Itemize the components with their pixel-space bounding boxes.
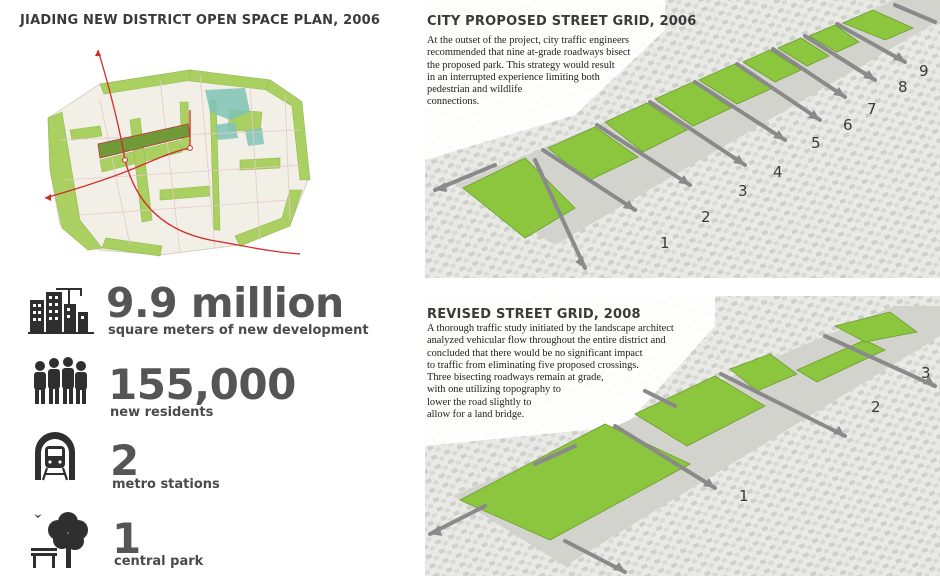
proposed-road-label-9: 9 <box>919 62 929 80</box>
revised-road-label-1: 1 <box>739 487 749 505</box>
metro-train-icon <box>32 430 78 482</box>
revised-road-label-2: 2 <box>871 398 881 416</box>
stat-development-value: 9.9 million <box>106 279 344 327</box>
proposed-road-label-2: 2 <box>701 208 711 226</box>
revised-road-label-3: 3 <box>921 364 931 382</box>
proposed-road-label-5: 5 <box>811 134 821 152</box>
people-group-icon <box>30 356 90 406</box>
stat-development-label: square meters of new development <box>108 323 369 338</box>
revised-title: REVISED STREET GRID, 2008 <box>427 307 641 322</box>
proposed-road-label-6: 6 <box>843 116 853 134</box>
buildings-crane-icon <box>28 286 94 334</box>
tree-bench-icon <box>28 508 94 570</box>
proposed-road-label-3: 3 <box>738 182 748 200</box>
proposed-road-label-4: 4 <box>773 163 783 181</box>
stat-residents-value: 155,000 <box>108 360 296 409</box>
proposed-title: CITY PROPOSED STREET GRID, 2006 <box>427 14 697 29</box>
stat-metro-value: 2 <box>110 436 139 485</box>
proposed-road-label-7: 7 <box>867 100 877 118</box>
map-title: JIADING NEW DISTRICT OPEN SPACE PLAN, 2006 <box>20 13 381 28</box>
open-space-plan-map <box>40 40 330 270</box>
proposed-road-label-1: 1 <box>660 234 670 252</box>
stat-residents-label: new residents <box>110 405 214 420</box>
stat-park-label: central park <box>114 554 204 569</box>
revised-description: A thorough traffic study initiated by the landscape architect analyzed vehicular flow throughout the entire district and concluded that there would be no significant impact to traffic from eliminating five proposed crossings. Three bisecting roadways remain at grade, with one utilizing topography to lower the road slightly to allow for a land bridge. <box>427 323 674 421</box>
proposed-road-label-8: 8 <box>898 78 908 96</box>
proposed-description: At the outset of the project, city traffic engineers recommended that nine at-grade roadways bisect the proposed park. This strategy would result in an interrupted experience limiting both pedestrian and wildlife connections. <box>427 35 631 108</box>
stat-metro-label: metro stations <box>112 477 220 492</box>
stat-park-value: 1 <box>112 514 141 563</box>
